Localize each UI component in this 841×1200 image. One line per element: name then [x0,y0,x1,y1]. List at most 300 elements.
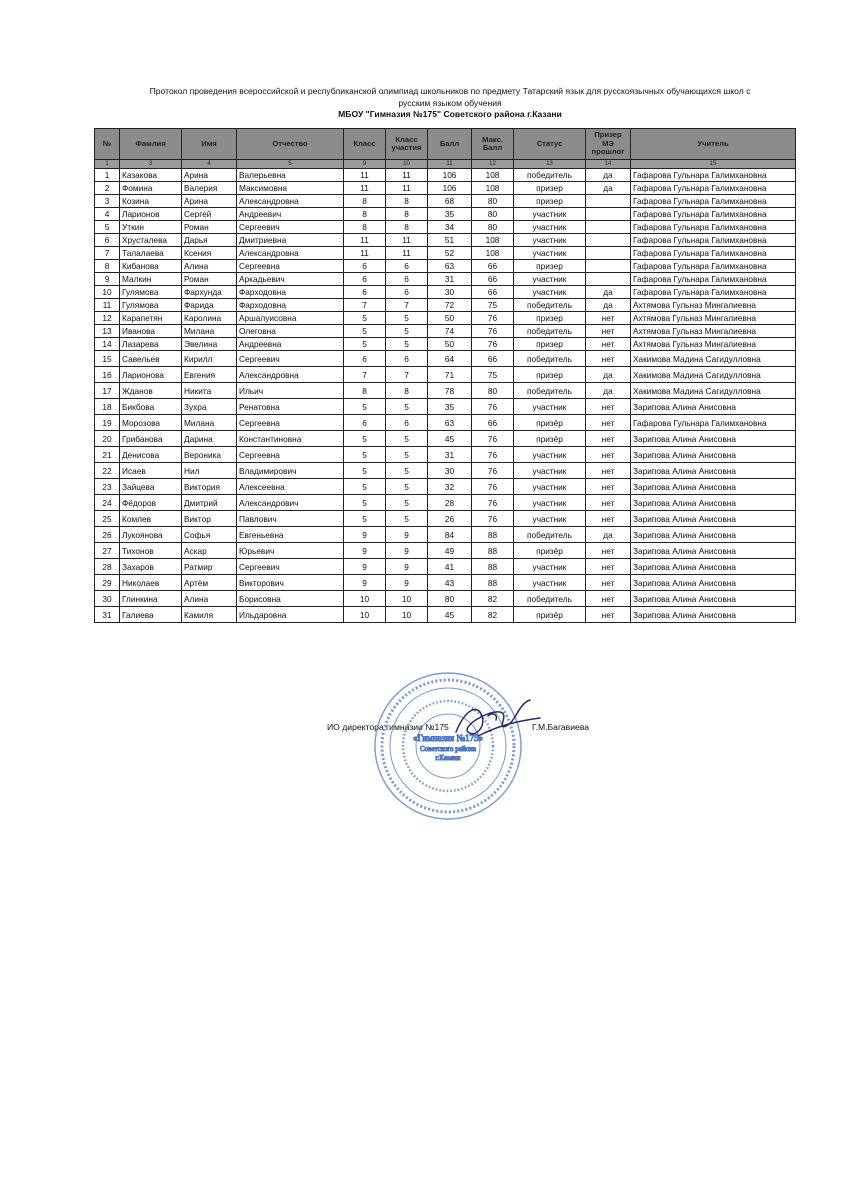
cell-surname: Комлев [120,511,182,527]
table-row [95,559,796,575]
cell-score: 26 [428,511,472,527]
cell-patronymic: Олеговна [237,325,344,338]
cell-grade: 11 [344,247,386,260]
cell-name: Алина [182,591,237,607]
cell-teacher: Зарипова Алина Анисовна [631,575,796,591]
cell-name: Фарида [182,299,237,312]
cell-status: участник [514,575,586,591]
cell-participation-grade: 5 [386,399,428,415]
cell-score: 32 [428,479,472,495]
cell-participation-grade: 5 [386,495,428,511]
cell-surname: Грибанова [120,431,182,447]
cell-number: 2 [95,182,120,195]
table-row [95,273,796,286]
cell-surname: Галиева [120,607,182,623]
cell-status: победитель [514,527,586,543]
cell-prev-prize: нет [586,543,631,559]
cell-status: участник [514,234,586,247]
cell-status: победитель [514,325,586,338]
cell-surname: Глинкина [120,591,182,607]
cell-participation-grade: 8 [386,383,428,399]
cell-name: Дарья [182,234,237,247]
cell-participation-grade: 6 [386,351,428,367]
cell-name: Зухра [182,399,237,415]
cell-grade: 6 [344,286,386,299]
cell-patronymic: Ренатовна [237,399,344,415]
cell-status: победитель [514,169,586,182]
cell-grade: 5 [344,447,386,463]
cell-surname: Уткин [120,221,182,234]
table-row [95,431,796,447]
cell-name: Вероника [182,447,237,463]
cell-patronymic: Александровна [237,367,344,383]
table-row [95,495,796,511]
cell-status: участник [514,559,586,575]
table-row [95,234,796,247]
cell-status: победитель [514,383,586,399]
cell-max-score: 76 [472,431,514,447]
cell-surname: Тихонов [120,543,182,559]
signatory-name: Г.М.Багавиева [532,722,590,732]
cell-number: 25 [95,511,120,527]
table-row [95,169,796,182]
cell-number: 20 [95,431,120,447]
cell-prev-prize: нет [586,351,631,367]
col-header-name: Имя [182,129,237,160]
cell-max-score: 75 [472,299,514,312]
cell-max-score: 88 [472,543,514,559]
cell-score: 80 [428,591,472,607]
cell-number: 19 [95,415,120,431]
table-row [95,591,796,607]
cell-name: Кирилл [182,351,237,367]
cell-patronymic: Аркадьевич [237,273,344,286]
cell-prev-prize: нет [586,338,631,351]
cell-max-score: 76 [472,312,514,325]
cell-grade: 5 [344,495,386,511]
cell-teacher: Зарипова Алина Анисовна [631,607,796,623]
cell-max-score: 76 [472,511,514,527]
cell-number: 17 [95,383,120,399]
cell-surname: Савельев [120,351,182,367]
cell-max-score: 66 [472,415,514,431]
cell-surname: Гулямова [120,286,182,299]
cell-name: Валерия [182,182,237,195]
cell-teacher: Зарипова Алина Анисовна [631,559,796,575]
cell-teacher: Гафарова Гульнара Галимхановна [631,208,796,221]
cell-score: 50 [428,338,472,351]
cell-teacher: Ахтямова Гульназ Мингалиевна [631,299,796,312]
cell-participation-grade: 9 [386,527,428,543]
cell-prev-prize: нет [586,399,631,415]
cell-grade: 5 [344,338,386,351]
table-body [95,169,796,623]
cell-grade: 5 [344,399,386,415]
col-header-prev-prize: Призер МЭ прошлог [586,129,631,160]
cell-prev-prize: нет [586,591,631,607]
table-row [95,221,796,234]
cell-patronymic: Сергеевна [237,447,344,463]
cell-number: 26 [95,527,120,543]
cell-teacher: Гафарова Гульнара Галимхановна [631,415,796,431]
cell-number: 6 [95,234,120,247]
title-organization: МБОУ "Гимназия №175" Советского района г.Казани [338,109,562,119]
col-number-10: 10 [386,160,428,169]
cell-participation-grade: 5 [386,338,428,351]
cell-surname: Иванова [120,325,182,338]
cell-patronymic: Фарходовна [237,286,344,299]
cell-participation-grade: 8 [386,195,428,208]
cell-number: 7 [95,247,120,260]
cell-name: Каролина [182,312,237,325]
cell-status: призер [514,260,586,273]
cell-teacher: Гафарова Гульнара Галимхановна [631,273,796,286]
cell-number: 3 [95,195,120,208]
table-row [95,463,796,479]
cell-number: 21 [95,447,120,463]
cell-prev-prize: нет [586,431,631,447]
table-row [95,351,796,367]
cell-status: участник [514,286,586,299]
cell-name: Сергей [182,208,237,221]
cell-surname: Казакова [120,169,182,182]
cell-patronymic: Сергеевич [237,221,344,234]
cell-surname: Карапетян [120,312,182,325]
cell-patronymic: Евгеньевна [237,527,344,543]
table-row [95,607,796,623]
cell-grade: 9 [344,527,386,543]
cell-participation-grade: 8 [386,221,428,234]
col-header-grade: Класс [344,129,386,160]
cell-number: 31 [95,607,120,623]
cell-name: Виктор [182,511,237,527]
cell-score: 31 [428,273,472,286]
cell-score: 64 [428,351,472,367]
cell-max-score: 80 [472,221,514,234]
table-row [95,415,796,431]
cell-max-score: 76 [472,399,514,415]
cell-teacher: Зарипова Алина Анисовна [631,543,796,559]
cell-patronymic: Александровна [237,247,344,260]
cell-score: 35 [428,208,472,221]
cell-participation-grade: 5 [386,312,428,325]
cell-status: участник [514,447,586,463]
cell-surname: Лукоянова [120,527,182,543]
document-title [90,86,810,121]
cell-participation-grade: 9 [386,559,428,575]
cell-number: 8 [95,260,120,273]
cell-max-score: 76 [472,338,514,351]
cell-grade: 9 [344,543,386,559]
cell-teacher: Зарипова Алина Анисовна [631,527,796,543]
cell-teacher: Гафарова Гульнара Галимхановна [631,247,796,260]
cell-participation-grade: 7 [386,367,428,383]
cell-grade: 8 [344,383,386,399]
cell-patronymic: Валерьевна [237,169,344,182]
cell-surname: Фомина [120,182,182,195]
cell-teacher: Гафарова Гульнара Галимхановна [631,182,796,195]
cell-name: Милана [182,415,237,431]
cell-patronymic: Борисовна [237,591,344,607]
cell-teacher: Гафарова Гульнара Галимхановна [631,221,796,234]
cell-prev-prize: да [586,182,631,195]
cell-participation-grade: 11 [386,234,428,247]
cell-grade: 11 [344,182,386,195]
cell-teacher: Зарипова Алина Анисовна [631,463,796,479]
cell-score: 52 [428,247,472,260]
cell-patronymic: Ильич [237,383,344,399]
cell-prev-prize [586,234,631,247]
cell-name: Дарина [182,431,237,447]
cell-max-score: 76 [472,325,514,338]
cell-participation-grade: 5 [386,511,428,527]
cell-prev-prize [586,195,631,208]
col-number-3: 3 [120,160,182,169]
cell-participation-grade: 6 [386,260,428,273]
cell-score: 72 [428,299,472,312]
cell-participation-grade: 8 [386,208,428,221]
cell-prev-prize: нет [586,325,631,338]
cell-status: призёр [514,415,586,431]
col-number-14: 14 [586,160,631,169]
table-row [95,447,796,463]
cell-surname: Лазарева [120,338,182,351]
cell-prev-prize [586,208,631,221]
cell-status: призер [514,338,586,351]
cell-prev-prize: да [586,367,631,383]
col-header-participation-grade: Класс участия [386,129,428,160]
cell-number: 28 [95,559,120,575]
col-header-max-score: Макс. Балл [472,129,514,160]
cell-patronymic: Андреевна [237,338,344,351]
cell-status: участник [514,208,586,221]
director-signature [448,692,548,754]
cell-score: 106 [428,169,472,182]
cell-status: победитель [514,351,586,367]
cell-grade: 5 [344,312,386,325]
col-header-surname: Фамлия [120,129,182,160]
cell-surname: Фёдоров [120,495,182,511]
cell-teacher: Зарипова Алина Анисовна [631,495,796,511]
cell-patronymic: Сергеевич [237,351,344,367]
cell-teacher: Хакимова Мадина Сагидулловна [631,367,796,383]
cell-max-score: 80 [472,383,514,399]
cell-teacher: Ахтямова Гульназ Мингалиевна [631,325,796,338]
cell-grade: 7 [344,367,386,383]
cell-name: Никита [182,383,237,399]
cell-prev-prize: нет [586,511,631,527]
cell-name: Ксения [182,247,237,260]
cell-max-score: 66 [472,286,514,299]
col-header-patronymic: Отчество [237,129,344,160]
cell-score: 63 [428,415,472,431]
cell-patronymic: Константиновна [237,431,344,447]
cell-grade: 11 [344,169,386,182]
cell-teacher: Гафарова Гульнара Галимхановна [631,169,796,182]
cell-number: 10 [95,286,120,299]
cell-grade: 6 [344,351,386,367]
cell-name: Ратмир [182,559,237,575]
cell-surname: Зайцева [120,479,182,495]
cell-teacher: Зарипова Алина Анисовна [631,479,796,495]
cell-name: Фархунда [182,286,237,299]
cell-number: 18 [95,399,120,415]
cell-max-score: 108 [472,182,514,195]
cell-participation-grade: 6 [386,415,428,431]
cell-participation-grade: 7 [386,299,428,312]
cell-prev-prize: нет [586,447,631,463]
cell-name: Дмитрий [182,495,237,511]
cell-patronymic: Павлович [237,511,344,527]
cell-score: 84 [428,527,472,543]
cell-score: 34 [428,221,472,234]
cell-prev-prize: нет [586,312,631,325]
cell-number: 22 [95,463,120,479]
cell-grade: 9 [344,559,386,575]
col-number-15: 15 [631,160,796,169]
results-table [94,128,796,623]
cell-prev-prize: нет [586,463,631,479]
cell-grade: 5 [344,325,386,338]
cell-name: Арина [182,169,237,182]
cell-number: 16 [95,367,120,383]
cell-patronymic: Александрович [237,495,344,511]
table-row [95,312,796,325]
cell-teacher: Хакимова Мадина Сагидулловна [631,383,796,399]
col-number-13: 13 [514,160,586,169]
cell-teacher: Гафарова Гульнара Галимхановна [631,195,796,208]
cell-grade: 10 [344,591,386,607]
table-column-numbers-row [95,160,796,169]
cell-teacher: Зарипова Алина Анисовна [631,511,796,527]
cell-score: 68 [428,195,472,208]
cell-teacher: Зарипова Алина Анисовна [631,431,796,447]
cell-max-score: 108 [472,169,514,182]
cell-participation-grade: 5 [386,431,428,447]
cell-patronymic: Викторович [237,575,344,591]
cell-teacher: Ахтямова Гульназ Мингалиевна [631,312,796,325]
cell-max-score: 82 [472,607,514,623]
cell-score: 35 [428,399,472,415]
cell-max-score: 76 [472,447,514,463]
col-header-teacher: Учитель [631,129,796,160]
cell-score: 45 [428,607,472,623]
cell-score: 45 [428,431,472,447]
cell-number: 15 [95,351,120,367]
cell-status: участник [514,247,586,260]
cell-name: Евгения [182,367,237,383]
cell-patronymic: Фарходовна [237,299,344,312]
cell-participation-grade: 6 [386,273,428,286]
table-row [95,399,796,415]
cell-teacher: Зарипова Алина Анисовна [631,591,796,607]
cell-participation-grade: 6 [386,286,428,299]
cell-grade: 5 [344,431,386,447]
cell-surname: Хрусталева [120,234,182,247]
cell-score: 31 [428,447,472,463]
cell-surname: Кибанова [120,260,182,273]
cell-patronymic: Сергеевна [237,260,344,273]
cell-patronymic: Алексеевна [237,479,344,495]
table-header-row [95,129,796,160]
cell-score: 28 [428,495,472,511]
cell-patronymic: Владимирович [237,463,344,479]
cell-patronymic: Юрьевич [237,543,344,559]
cell-number: 29 [95,575,120,591]
cell-max-score: 76 [472,463,514,479]
cell-name: Арина [182,195,237,208]
cell-grade: 10 [344,607,386,623]
cell-surname: Бикбова [120,399,182,415]
col-number-9: 9 [344,160,386,169]
cell-participation-grade: 11 [386,247,428,260]
cell-status: победитель [514,299,586,312]
cell-patronymic: Ильдаровна [237,607,344,623]
table-row [95,286,796,299]
cell-participation-grade: 9 [386,543,428,559]
cell-surname: Талалаева [120,247,182,260]
cell-number: 1 [95,169,120,182]
cell-status: призёр [514,543,586,559]
table-row [95,195,796,208]
cell-patronymic: Сергеевич [237,559,344,575]
cell-participation-grade: 5 [386,325,428,338]
cell-max-score: 108 [472,247,514,260]
col-number-12: 12 [472,160,514,169]
cell-participation-grade: 5 [386,463,428,479]
cell-number: 4 [95,208,120,221]
cell-score: 51 [428,234,472,247]
cell-name: Роман [182,221,237,234]
table-row [95,182,796,195]
cell-score: 30 [428,286,472,299]
table-row [95,479,796,495]
cell-teacher: Ахтямова Гульназ Мингалиевна [631,338,796,351]
cell-max-score: 66 [472,273,514,286]
cell-teacher: Гафарова Гульнара Галимхановна [631,286,796,299]
cell-grade: 6 [344,273,386,286]
cell-status: призер [514,312,586,325]
col-header-number: № [95,129,120,160]
cell-patronymic: Андреевич [237,208,344,221]
col-number-11: 11 [428,160,472,169]
table-row [95,383,796,399]
cell-number: 24 [95,495,120,511]
cell-prev-prize [586,221,631,234]
cell-status: призёр [514,607,586,623]
cell-grade: 11 [344,234,386,247]
cell-number: 23 [95,479,120,495]
cell-grade: 9 [344,575,386,591]
title-line-1: Протокол проведения всероссийской и республиканской олимпиад школьников по предмету Татарский язык для русскоязычных обучающихся школ с [149,86,751,96]
cell-prev-prize: нет [586,495,631,511]
cell-teacher: Зарипова Алина Анисовна [631,447,796,463]
col-number-5: 5 [237,160,344,169]
cell-status: участник [514,221,586,234]
cell-prev-prize: нет [586,415,631,431]
cell-number: 14 [95,338,120,351]
cell-number: 11 [95,299,120,312]
cell-participation-grade: 11 [386,169,428,182]
cell-grade: 7 [344,299,386,312]
cell-max-score: 76 [472,479,514,495]
cell-surname: Денисова [120,447,182,463]
cell-prev-prize: нет [586,559,631,575]
cell-teacher: Гафарова Гульнара Галимхановна [631,234,796,247]
cell-status: участник [514,511,586,527]
cell-grade: 8 [344,195,386,208]
cell-max-score: 88 [472,575,514,591]
